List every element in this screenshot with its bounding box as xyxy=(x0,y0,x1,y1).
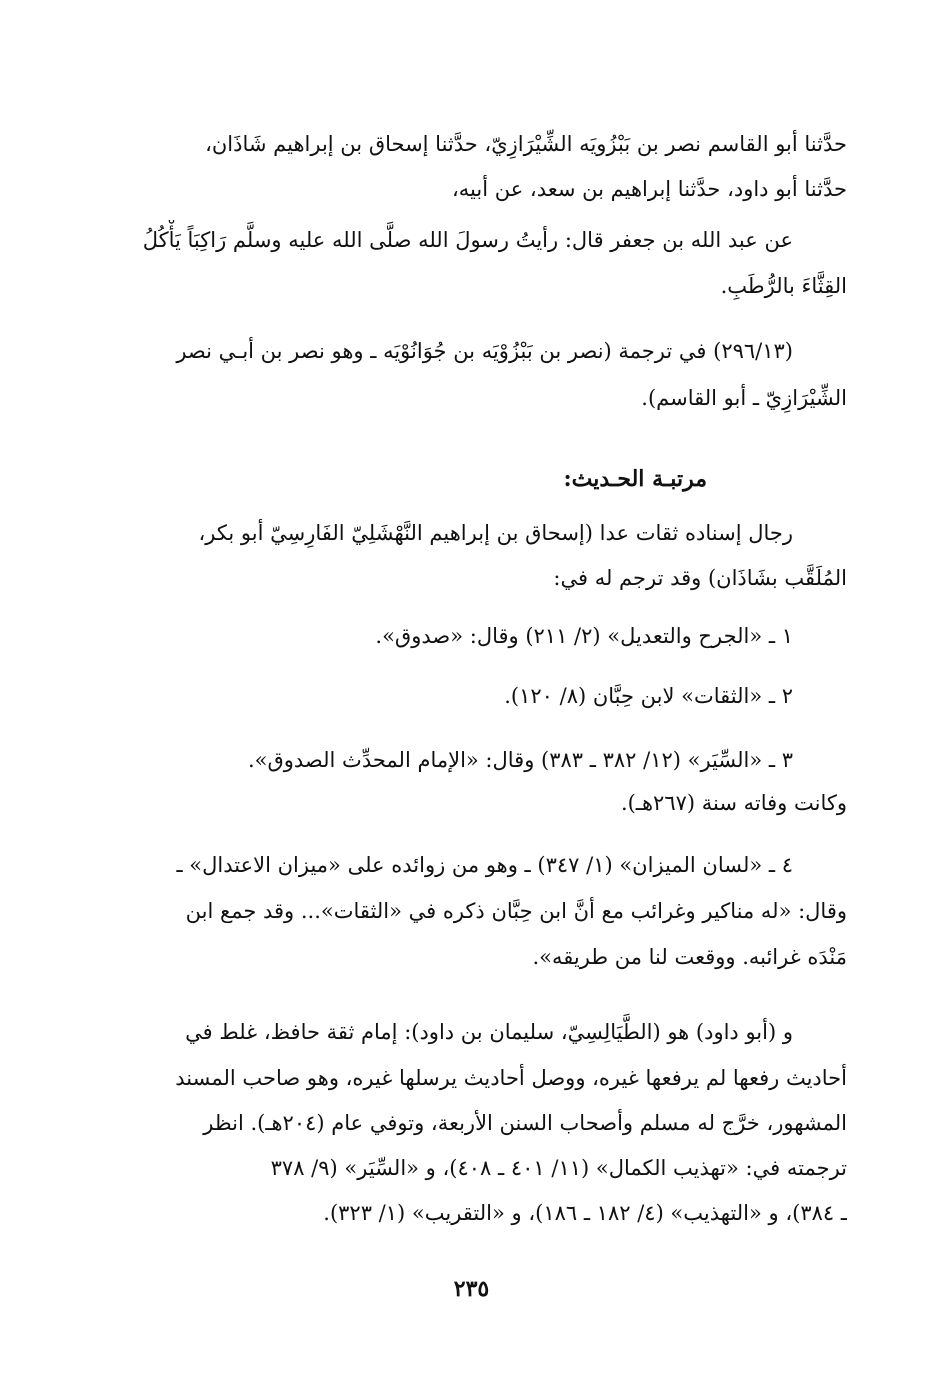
note-line-2: الشِّيْرَازِيّ ـ أبو القاسم). xyxy=(641,386,847,410)
list-item-1: ١ ـ «الجرح والتعديل» (٢/ ٢١١) وقال: «صدوق». xyxy=(375,624,793,648)
closing-line-3: المشهور، خرَّج له مسلم وأصحاب السنن الأربعة، وتوفي عام (٢٠٤هـ). انظر xyxy=(203,1111,847,1135)
note-line-1: (٢٩٦/١٣) في ترجمة (نصر بن بَبْزُوْيَه بن جُوَانُوْيَه ـ وهو نصر بن أبـي نصر xyxy=(176,339,793,363)
matn-line-1: عن عبد الله بن جعفر قال: رأيتُ رسولَ الله صلَّى الله عليه وسلَّم رَاكِبَاً يَأْكُلُ xyxy=(142,228,793,252)
list-item-4-line-2: وقال: «له مناكير وغرائب مع أنَّ ابن حِبَّان ذكره في «الثقات»... وقد جمع ابن xyxy=(185,899,847,923)
closing-line-2: أحاديث رفعها لم يرفعها غيره، ووصل أحاديث يرسلها غيره، وهو صاحب المسند xyxy=(175,1066,847,1090)
closing-line-5: ـ ٣٨٤)، و «التهذيب» (٤/ ١٨٢ ـ ١٨٦)، و «التقريب» (١/ ٣٢٣). xyxy=(323,1201,847,1225)
list-item-3-line-2: وكانت وفاته سنة (٢٦٧هـ). xyxy=(620,791,847,815)
isnad-line-1: حدَّثنا أبو القاسم نصر بن بَبْزُويَه الشِّيْرَازِيّ، حدَّثنا إسحاق بن إبراهيم شَاذَان، xyxy=(205,132,847,156)
list-item-3-line-1: ٣ ـ «السِّيَر» (١٢/ ٣٨٢ ـ ٣٨٣) وقال: «الإمام المحدِّث الصدوق». xyxy=(247,748,793,772)
closing-line-1: و (أبو داود) هو (الطَّيَالِسِيّ، سليمان بن داود): إمام ثقة حافظ، غلط في xyxy=(185,1020,793,1044)
list-item-2: ٢ ـ «الثقات» لابن حِبَّان (٨/ ١٢٠). xyxy=(504,684,793,708)
section-heading: مرتبـة الحـديث: xyxy=(563,466,707,492)
list-item-4-line-3: مَنْدَه غرائبه. ووقعت لنا من طريقه». xyxy=(532,945,847,969)
page-number: ٢٣٥ xyxy=(453,1276,490,1302)
matn-line-2: القِثَّاءَ بالرُّطَبِ. xyxy=(720,274,847,298)
isnad-line-2: حدَّثنا أبو داود، حدَّثنا إبراهيم بن سعد، عن أبيه، xyxy=(452,177,847,201)
intro-line-2: المُلَقَّب بشَاذَان) وقد ترجم له في: xyxy=(553,566,847,590)
closing-line-4: ترجمته في: «تهذيب الكمال» (١١/ ٤٠١ ـ ٤٠٨)، و «السِّيَر» (٩/ ٣٧٨ xyxy=(270,1156,847,1180)
intro-line-1: رجال إسناده ثقات عدا (إسحاق بن إبراهيم النَّهْشَلِيّ الفَارِسِيّ أبو بكر، xyxy=(198,521,793,545)
list-item-4-line-1: ٤ ـ «لسان الميزان» (١/ ٣٤٧) ـ وهو من زوائده على «ميزان الاعتدال» ـ xyxy=(176,853,793,877)
